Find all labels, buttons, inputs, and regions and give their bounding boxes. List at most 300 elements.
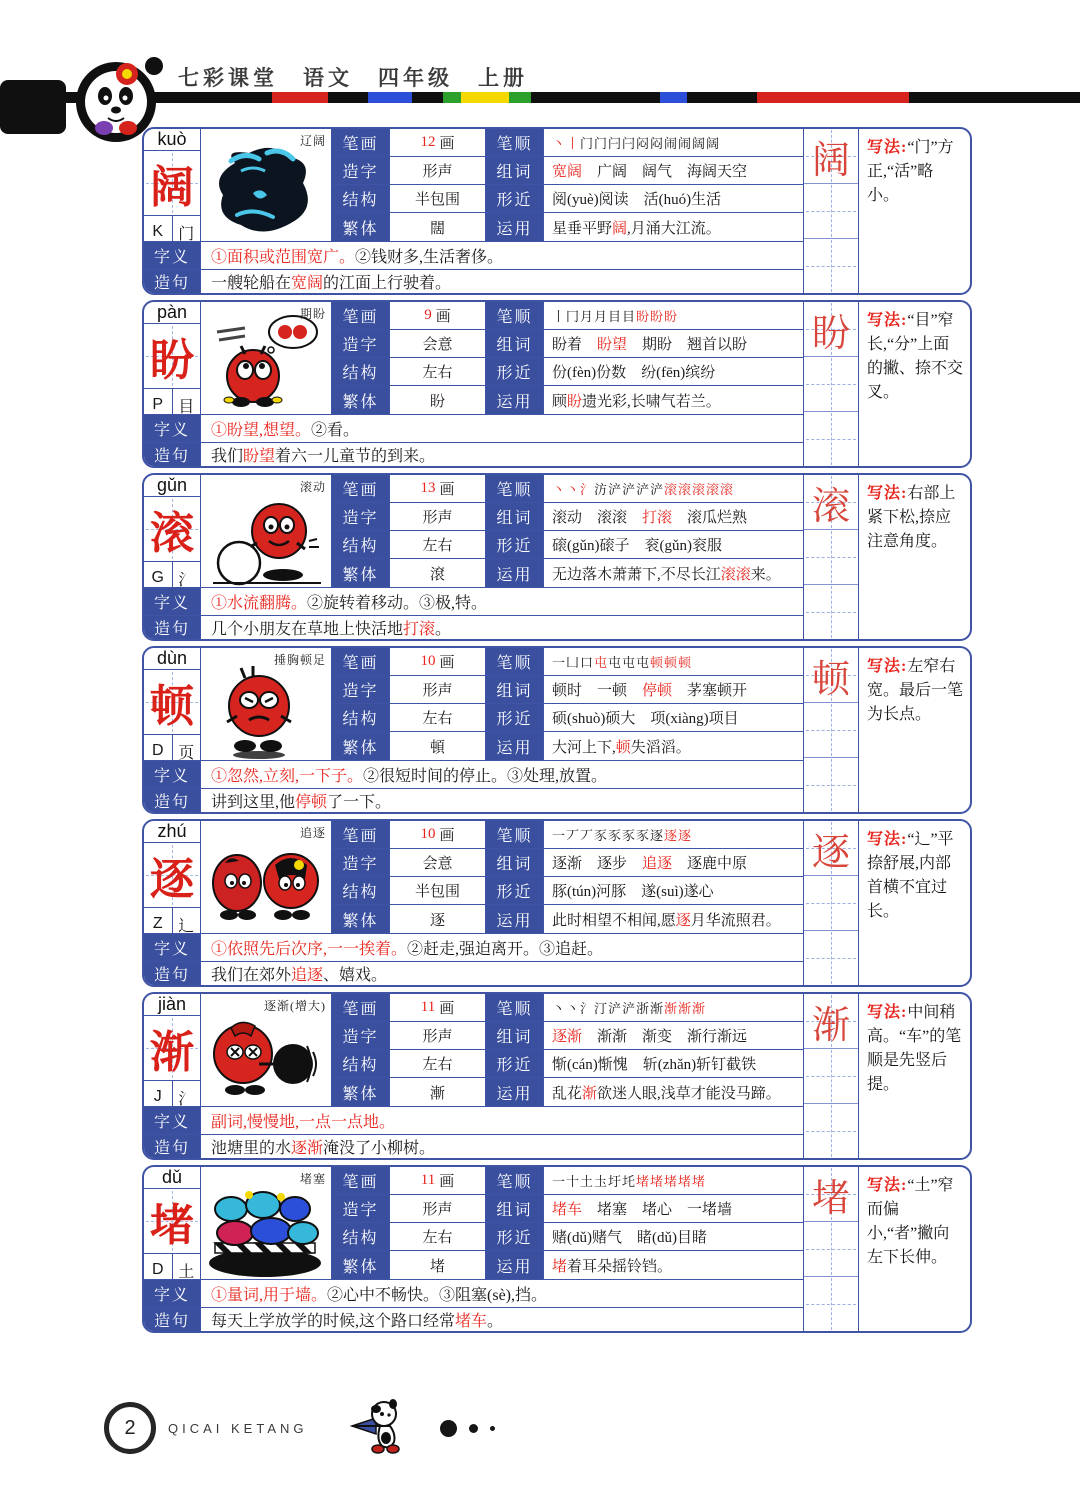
practice-grid xyxy=(804,994,859,1158)
usage-label: 运用 xyxy=(486,905,544,933)
pinyin-label: kuò xyxy=(144,129,200,151)
card-top-row xyxy=(144,302,803,415)
structure-value: 半包围 xyxy=(390,185,486,213)
usage-label: 运用 xyxy=(486,559,544,587)
writing-note-label: 写法: xyxy=(867,1177,908,1194)
index-letter: J xyxy=(144,1081,173,1113)
main-character-glyph: 渐 xyxy=(150,1028,194,1077)
practice-character: 堵 xyxy=(811,1177,850,1220)
main-character xyxy=(144,843,200,907)
pinyin-label: zhú xyxy=(144,821,200,843)
character-card-阔 xyxy=(142,127,972,295)
character-id-column xyxy=(144,302,201,414)
dot-icon xyxy=(490,1426,495,1431)
structure-label: 结构 xyxy=(332,358,390,386)
character-id-column xyxy=(144,994,201,1106)
words-value: 宽阔 广阔 阔气 海阔天空 xyxy=(544,157,803,185)
stroke-count-unit: 画 xyxy=(439,655,455,671)
writing-note xyxy=(859,129,970,293)
header-bar-segment xyxy=(368,92,412,103)
footer-dots xyxy=(440,1420,495,1437)
writing-note xyxy=(859,994,970,1158)
structure-label: 结构 xyxy=(332,185,390,213)
stroke-order-label: 笔顺 xyxy=(486,821,544,849)
usage-value: 大河上下, 顿 失滔滔。 xyxy=(552,739,691,756)
sentence-text: 我们 盼望 着六一儿童节的到来。 xyxy=(211,448,436,465)
sentence-label: 造句 xyxy=(144,1135,201,1158)
sentence-row xyxy=(144,616,803,639)
usage-value: 乱花 渐 欲迷人眼,浅草才能没马蹄。 xyxy=(552,1085,781,1102)
structure-label: 结构 xyxy=(332,1223,390,1251)
structure-value: 左右 xyxy=(390,531,486,559)
character-card-渐 xyxy=(142,992,972,1160)
stroke-count-unit: 画 xyxy=(439,828,455,844)
illustration-cell xyxy=(201,1167,332,1279)
words-label: 组词 xyxy=(486,330,544,358)
writing-note xyxy=(859,1167,970,1331)
words-label: 组词 xyxy=(486,503,544,531)
traditional-label: 繁体 xyxy=(332,905,390,933)
illustration-cell xyxy=(201,302,332,414)
writing-note-text: “辶”平捺舒展,内部首横不宜过长。 xyxy=(867,831,954,920)
stroke-order-value: 丨冂月月目目 盼盼盼 xyxy=(544,302,803,330)
stroke-order-label: 笔顺 xyxy=(486,129,544,157)
meaning-row xyxy=(144,1280,803,1308)
card-top-row xyxy=(144,648,803,761)
dot-icon xyxy=(440,1420,457,1437)
formation-value: 形声 xyxy=(390,676,486,704)
words-value: 逐渐 渐渐 渐变 渐行渐远 xyxy=(544,1022,803,1050)
writing-note-text: “目”窄长,“分”上面的撇、捺不交叉。 xyxy=(867,312,964,401)
traditional-label: 繁体 xyxy=(332,559,390,587)
info-table xyxy=(332,302,803,414)
stroke-count-value xyxy=(390,1167,486,1195)
character-cards-list xyxy=(142,127,972,1333)
practice-grid-cell xyxy=(804,994,858,1049)
practice-grid-cell xyxy=(804,302,858,357)
writing-note xyxy=(859,648,970,812)
structure-label: 结构 xyxy=(332,704,390,732)
illustration-caption: 堵塞 xyxy=(299,1172,326,1186)
pinyin-label: gǔn xyxy=(144,475,200,497)
formation-value: 形声 xyxy=(390,157,486,185)
stroke-count-value xyxy=(390,475,486,503)
illustration-caption: 追逐 xyxy=(299,826,326,840)
structure-value: 左右 xyxy=(390,704,486,732)
practice-panel xyxy=(804,821,970,985)
pinyin-label: pàn xyxy=(144,302,200,324)
stroke-count-unit: 画 xyxy=(439,1174,455,1190)
info-table xyxy=(332,994,803,1106)
structure-label: 结构 xyxy=(332,1050,390,1078)
card-main-panel xyxy=(144,648,804,812)
illustration-cell xyxy=(201,129,332,241)
practice-character: 阔 xyxy=(811,139,850,182)
main-character-glyph: 逐 xyxy=(150,855,194,904)
stroke-order-value: 丶丶氵 汸浐浐浐浐 滚滚滚滚滚 xyxy=(544,475,803,503)
traditional-value: 盼 xyxy=(390,386,486,414)
sentence-label: 造句 xyxy=(144,270,201,293)
usage-value: 堵 着耳朵摇铃铛。 xyxy=(552,1258,673,1275)
similar-label: 形近 xyxy=(486,185,544,213)
card-main-panel xyxy=(144,302,804,466)
sentence-text: 一艘轮船在 宽阔 的江面上行驶着。 xyxy=(211,275,452,292)
pinyin-label: jiàn xyxy=(144,994,200,1016)
traditional-value: 堵 xyxy=(390,1251,486,1279)
sentence-text: 几个小朋友在草地上快活地 打滚 。 xyxy=(211,621,452,638)
stroke-count-value xyxy=(390,821,486,849)
writing-note-label: 写法: xyxy=(867,139,908,156)
meaning-label: 字义 xyxy=(144,1107,201,1134)
stroke-order-value: 一十土圡圩圫 堵堵堵堵堵 xyxy=(544,1167,803,1195)
usage-label: 运用 xyxy=(486,732,544,760)
illustration-stomping-mascot xyxy=(201,656,331,760)
sentence-row xyxy=(144,789,803,812)
radical-label: 氵 xyxy=(178,571,195,589)
radical-label: 目 xyxy=(178,398,195,416)
meaning-label: 字义 xyxy=(144,415,201,442)
formation-value: 形声 xyxy=(390,503,486,531)
stroke-count-label: 笔画 xyxy=(332,1167,390,1195)
stroke-order-value: 丶丨 门门闩闩闷闷闹闹阔阔 xyxy=(544,129,803,157)
practice-grid-cell xyxy=(804,184,858,239)
stroke-count-number: 13 xyxy=(420,480,436,496)
stroke-count-number: 10 xyxy=(420,826,436,842)
structure-value: 左右 xyxy=(390,1050,486,1078)
sentence-row xyxy=(144,1135,803,1158)
similar-value: 硕(shuò)硕大 项(xiàng)项目 xyxy=(544,704,803,732)
card-top-row xyxy=(144,475,803,588)
stroke-count-label: 笔画 xyxy=(332,648,390,676)
words-value: 盼着 盼望 期盼 翘首以盼 xyxy=(544,330,803,358)
practice-grid-cell xyxy=(804,239,858,293)
practice-grid xyxy=(804,302,859,466)
stroke-count-number: 9 xyxy=(424,307,432,323)
practice-grid-cell xyxy=(804,530,858,585)
practice-grid-cell xyxy=(804,648,858,703)
writing-note-label: 写法: xyxy=(867,831,908,848)
words-label: 组词 xyxy=(486,849,544,877)
main-character-glyph: 顿 xyxy=(150,682,194,731)
character-id-column xyxy=(144,1167,201,1279)
stroke-order-label: 笔顺 xyxy=(486,1167,544,1195)
structure-label: 结构 xyxy=(332,877,390,905)
card-main-panel xyxy=(144,1167,804,1331)
illustration-balloon-mascot xyxy=(201,1002,331,1106)
stroke-count-unit: 画 xyxy=(435,309,451,325)
main-character xyxy=(144,670,200,734)
words-value: 堵车 堵塞 堵心 一堵墙 xyxy=(544,1195,803,1223)
traditional-label: 繁体 xyxy=(332,1078,390,1106)
words-label: 组词 xyxy=(486,1195,544,1223)
similar-value: 惭(cán)惭愧 斩(zhǎn)斩钉截铁 xyxy=(544,1050,803,1078)
practice-grid-cell xyxy=(804,931,858,985)
header-bar-segment xyxy=(660,92,687,103)
practice-grid-cell xyxy=(804,475,858,530)
character-card-顿 xyxy=(142,646,972,814)
header-bar-segment xyxy=(461,92,509,103)
stroke-order-value: 一凵口 屯 屯屯屯 顿顿顿 xyxy=(544,648,803,676)
illustration-cell xyxy=(201,475,332,587)
practice-grid-cell xyxy=(804,1104,858,1158)
practice-grid xyxy=(804,129,859,293)
header-bar-segment xyxy=(272,92,328,103)
traditional-label: 繁体 xyxy=(332,1251,390,1279)
practice-grid-cell xyxy=(804,412,858,466)
writing-note-text: 中间稍高。“车”的笔顺是先竖后提。 xyxy=(867,1004,962,1093)
formation-value: 形声 xyxy=(390,1022,486,1050)
writing-note-text: 右部上紧下松,捺应注意角度。 xyxy=(867,485,956,550)
pinyin-label: dǔ xyxy=(144,1167,200,1189)
character-id-column xyxy=(144,821,201,933)
illustration-caption: 逐渐(增大) xyxy=(264,999,326,1013)
illustration-cell xyxy=(201,821,332,933)
practice-character: 顿 xyxy=(811,658,850,701)
usage-value: 无边落木萧萧下,不尽长江 滚滚 来。 xyxy=(552,566,781,583)
formation-label: 造字 xyxy=(332,330,390,358)
formation-label: 造字 xyxy=(332,1022,390,1050)
stroke-order-label: 笔顺 xyxy=(486,994,544,1022)
sentence-row xyxy=(144,962,803,985)
practice-grid-cell xyxy=(804,1222,858,1277)
writing-note-label: 写法: xyxy=(867,1004,908,1021)
index-letter: D xyxy=(144,1254,173,1286)
formation-label: 造字 xyxy=(332,849,390,877)
practice-character: 滚 xyxy=(811,485,850,528)
stroke-count-label: 笔画 xyxy=(332,302,390,330)
illustration-caption: 滚动 xyxy=(299,480,326,494)
index-letter: Z xyxy=(144,908,173,940)
info-table xyxy=(332,648,803,760)
formation-label: 造字 xyxy=(332,1195,390,1223)
stroke-count-unit: 画 xyxy=(439,1001,455,1017)
meaning-text: ①盼望,想望。 ②看。 xyxy=(211,422,360,439)
card-top-row xyxy=(144,129,803,242)
formation-label: 造字 xyxy=(332,676,390,704)
practice-grid-cell xyxy=(804,821,858,876)
stroke-count-unit: 画 xyxy=(439,136,455,152)
meaning-text: ①依照先后次序,一一挨着。 ②赶走,强迫离开。③追赶。 xyxy=(211,941,604,958)
practice-grid-cell xyxy=(804,1167,858,1222)
main-character-glyph: 滚 xyxy=(150,509,194,558)
practice-panel xyxy=(804,648,970,812)
main-character-glyph: 盼 xyxy=(150,336,194,385)
usage-label: 运用 xyxy=(486,1251,544,1279)
info-table xyxy=(332,475,803,587)
info-table xyxy=(332,129,803,241)
stroke-order-value: 丶丶氵汀浐浐浙渐 渐渐渐 xyxy=(544,994,803,1022)
formation-value: 会意 xyxy=(390,330,486,358)
sentence-label: 造句 xyxy=(144,443,201,466)
usage-label: 运用 xyxy=(486,386,544,414)
practice-grid-cell xyxy=(804,1277,858,1331)
stroke-count-number: 11 xyxy=(420,1172,436,1188)
stroke-count-value xyxy=(390,648,486,676)
traditional-value: 逐 xyxy=(390,905,486,933)
practice-grid xyxy=(804,648,859,812)
index-letter: G xyxy=(144,562,173,594)
stroke-order-value: 一丆丆豕豕豕豕逐 逐逐 xyxy=(544,821,803,849)
meaning-text: ①忽然,立刻,一下子。 ②很短时间的停止。③处理,放置。 xyxy=(211,768,608,785)
writing-note-label: 写法: xyxy=(867,658,908,675)
usage-value: 此时相望不相闻,愿 逐 月华流照君。 xyxy=(552,912,781,929)
similar-value: 豚(tún)河豚 遂(suì)遂心 xyxy=(544,877,803,905)
card-main-panel xyxy=(144,994,804,1158)
radical-label: 土 xyxy=(178,1263,195,1281)
stroke-count-unit: 画 xyxy=(439,482,455,498)
sentence-label: 造句 xyxy=(144,962,201,985)
stroke-count-value xyxy=(390,302,486,330)
words-value: 逐渐 逐步 追逐 逐鹿中原 xyxy=(544,849,803,877)
sentence-label: 造句 xyxy=(144,616,201,639)
traditional-value: 闊 xyxy=(390,213,486,241)
card-top-row xyxy=(144,821,803,934)
sentence-text: 讲到这里,他 停顿 了一下。 xyxy=(211,794,392,811)
practice-grid-cell xyxy=(804,758,858,812)
stroke-order-label: 笔顺 xyxy=(486,475,544,503)
writing-note xyxy=(859,475,970,639)
index-letter: P xyxy=(144,389,173,421)
practice-character: 逐 xyxy=(811,831,850,874)
structure-label: 结构 xyxy=(332,531,390,559)
header-bar-segment xyxy=(443,92,461,103)
similar-label: 形近 xyxy=(486,531,544,559)
card-main-panel xyxy=(144,821,804,985)
sentence-row xyxy=(144,1308,803,1331)
structure-value: 左右 xyxy=(390,358,486,386)
practice-character: 渐 xyxy=(811,1004,850,1047)
words-value: 滚动 滚滚 打滚 滚瓜烂熟 xyxy=(544,503,803,531)
illustration-cell xyxy=(201,994,332,1106)
sentence-text: 我们在郊外 追逐 、嬉戏。 xyxy=(211,967,388,984)
info-table xyxy=(332,821,803,933)
illustration-caption: 期盼 xyxy=(299,307,326,321)
formation-label: 造字 xyxy=(332,157,390,185)
similar-value: 份(fèn)份数 纷(fēn)缤纷 xyxy=(544,358,803,386)
main-character-glyph: 阔 xyxy=(150,163,194,212)
sentence-row xyxy=(144,443,803,466)
radical-label: 氵 xyxy=(178,1090,195,1108)
practice-grid-cell xyxy=(804,1049,858,1104)
stroke-count-value xyxy=(390,129,486,157)
practice-grid-cell xyxy=(804,585,858,639)
card-top-row xyxy=(144,994,803,1107)
stroke-count-label: 笔画 xyxy=(332,475,390,503)
main-character xyxy=(144,497,200,561)
stroke-count-number: 12 xyxy=(420,134,436,150)
meaning-text: ①水流翻腾。 ②旋转着移动。③极,特。 xyxy=(211,595,488,612)
words-label: 组词 xyxy=(486,676,544,704)
writing-note xyxy=(859,302,970,466)
traditional-label: 繁体 xyxy=(332,213,390,241)
practice-grid xyxy=(804,1167,859,1331)
traditional-value: 頓 xyxy=(390,732,486,760)
formation-value: 会意 xyxy=(390,849,486,877)
meaning-text: ①面积或范围宽广。 ②钱财多,生活奢侈。 xyxy=(211,249,504,266)
similar-label: 形近 xyxy=(486,358,544,386)
stroke-count-label: 笔画 xyxy=(332,129,390,157)
page-footer xyxy=(104,1396,495,1460)
formation-value: 形声 xyxy=(390,1195,486,1223)
words-label: 组词 xyxy=(486,1022,544,1050)
sentence-row xyxy=(144,270,803,293)
illustration-ink-landscape xyxy=(201,137,331,241)
writing-note-label: 写法: xyxy=(867,485,908,502)
similar-label: 形近 xyxy=(486,877,544,905)
index-letter: D xyxy=(144,735,173,767)
writing-note-text: 左窄右宽。最后一笔为长点。 xyxy=(867,658,964,723)
stroke-count-number: 10 xyxy=(420,653,436,669)
illustration-traffic-jam xyxy=(201,1175,331,1279)
meaning-label: 字义 xyxy=(144,588,201,615)
page-number-badge: 2 xyxy=(104,1402,156,1454)
similar-label: 形近 xyxy=(486,1223,544,1251)
illustration-chasing-mascots xyxy=(201,829,331,933)
sentence-text: 池塘里的水 逐渐 淹没了小柳树。 xyxy=(211,1140,436,1157)
stroke-order-label: 笔顺 xyxy=(486,648,544,676)
practice-panel xyxy=(804,475,970,639)
practice-character: 盼 xyxy=(811,312,850,355)
stroke-count-label: 笔画 xyxy=(332,821,390,849)
meaning-text: 副词,慢慢地,一点一点地。 xyxy=(211,1114,396,1131)
meaning-label: 字义 xyxy=(144,1280,201,1307)
practice-grid-cell xyxy=(804,129,858,184)
card-main-panel xyxy=(144,129,804,293)
main-character xyxy=(144,1016,200,1080)
illustration-rolling-snowball xyxy=(201,483,331,587)
usage-value: 星垂平野 阔 ,月涌大江流。 xyxy=(552,220,721,237)
meaning-label: 字义 xyxy=(144,934,201,961)
illustration-hopeful-mascot xyxy=(201,310,331,414)
words-value: 顿时 一顿 停顿 茅塞顿开 xyxy=(544,676,803,704)
stroke-count-label: 笔画 xyxy=(332,994,390,1022)
meaning-row xyxy=(144,415,803,443)
traditional-value: 漸 xyxy=(390,1078,486,1106)
similar-value: 磙(gǔn)磙子 衮(gǔn)衮服 xyxy=(544,531,803,559)
stroke-count-number: 11 xyxy=(420,999,436,1015)
header-left-tab xyxy=(0,80,66,134)
info-table xyxy=(332,1167,803,1279)
writing-note-text: “土”窄而偏小,“者”撇向左下长伸。 xyxy=(867,1177,954,1266)
radical-label: 辶 xyxy=(178,917,195,935)
structure-value: 半包围 xyxy=(390,877,486,905)
brand-text: QICAI KETANG xyxy=(168,1420,308,1436)
character-card-逐 xyxy=(142,819,972,987)
practice-panel xyxy=(804,302,970,466)
illustration-caption: 捶胸顿足 xyxy=(273,653,326,667)
similar-value: 阅(yuè)阅读 活(huó)生活 xyxy=(544,185,803,213)
meaning-row xyxy=(144,1107,803,1135)
usage-value: 顾 盼 遗光彩,长啸气若兰。 xyxy=(552,393,721,410)
header-bar-segment xyxy=(757,92,909,103)
practice-panel xyxy=(804,129,970,293)
meaning-text: ①量词,用于墙。 ②心中不畅快。③阻塞(sè),挡。 xyxy=(211,1287,548,1304)
traditional-label: 繁体 xyxy=(332,732,390,760)
card-top-row xyxy=(144,1167,803,1280)
traditional-label: 繁体 xyxy=(332,386,390,414)
pinyin-label: dùn xyxy=(144,648,200,670)
meaning-row xyxy=(144,588,803,616)
stroke-count-value xyxy=(390,994,486,1022)
dog-mascot-icon xyxy=(346,1396,410,1460)
header-rule-bar xyxy=(40,92,1080,103)
meaning-label: 字义 xyxy=(144,242,201,269)
character-card-盼 xyxy=(142,300,972,468)
usage-label: 运用 xyxy=(486,1078,544,1106)
practice-grid xyxy=(804,821,859,985)
illustration-cell xyxy=(201,648,332,760)
writing-note-text: “门”方正,“活”略小。 xyxy=(867,139,954,204)
